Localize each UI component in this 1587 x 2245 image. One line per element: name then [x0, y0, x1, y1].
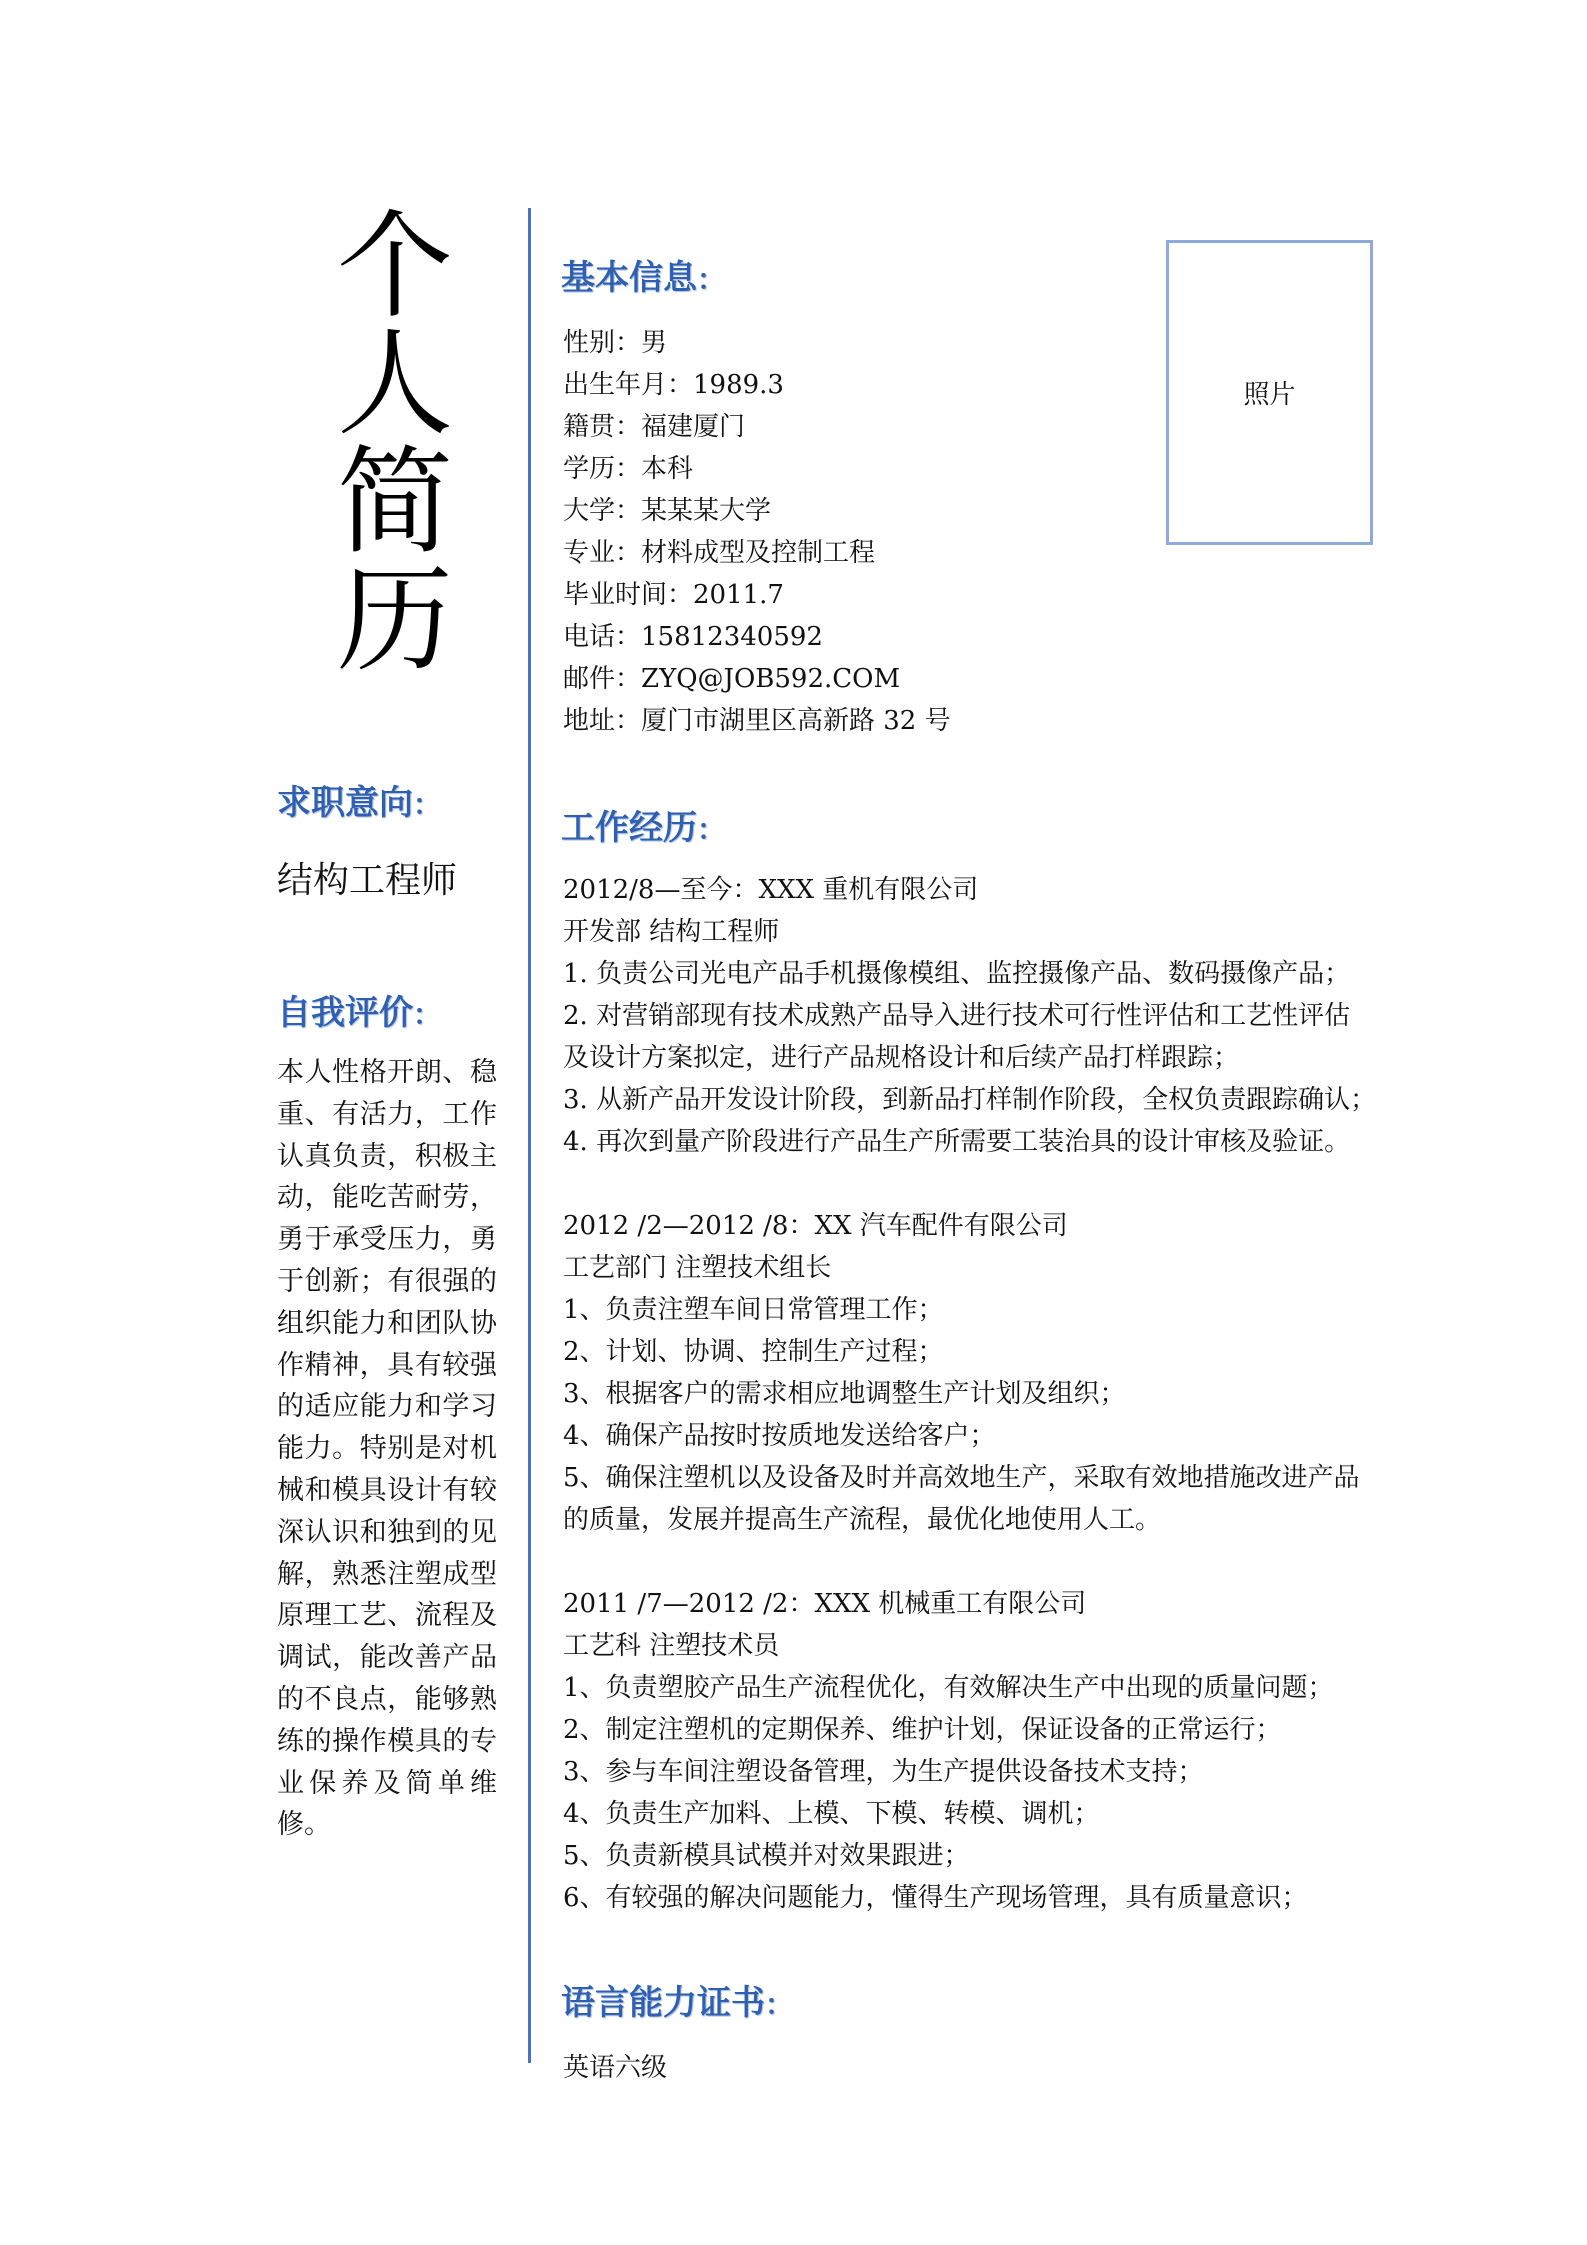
job-2-header: 2012 /2—2012 /8：XX 汽车配件有限公司 [563, 1211, 1068, 1241]
job-3-header: 2011 /7—2012 /2：XXX 机械重工有限公司 [563, 1589, 1087, 1619]
basic-info-heading [561, 250, 725, 299]
job-3-item-2: 2、制定注塑机的定期保养、维护计划，保证设备的正常运行； [563, 1715, 1282, 1745]
info-graduation: 毕业时间：2011.7 [563, 580, 784, 610]
info-email: 邮件：ZYQ@JOB592.COM [563, 664, 901, 694]
language-heading-colon: ： [765, 1988, 794, 2021]
job-3-item-1: 1、负责塑胶产品生产流程优化，有效解决生产中出现的质量问题； [563, 1673, 1334, 1703]
info-major: 专业：材料成型及控制工程 [563, 538, 876, 568]
job-2-item-3: 3、根据客户的需求相应地调整生产计划及组织； [563, 1379, 1126, 1409]
photo-label: 照片 [1243, 380, 1296, 410]
job-3-item-4: 4、负责生产加料、上模、下模、转模、调机； [563, 1799, 1100, 1829]
job-1-header: 2012/8—至今：XXX 重机有限公司 [563, 875, 979, 905]
work-heading-colon: ： [697, 813, 726, 846]
job-3-item-5: 5、负责新模具试模并对效果跟进； [563, 1841, 970, 1871]
title-char-1: 个 [337, 199, 453, 334]
info-hometown: 籍贯：福建厦门 [563, 412, 746, 442]
basic-info-heading-colon: ： [697, 263, 726, 296]
objective-heading-colon: ： [413, 788, 442, 821]
objective-value: 结构工程师 [277, 860, 458, 901]
info-education: 学历：本科 [563, 454, 694, 484]
title-char-2: 人 [337, 317, 453, 452]
job-2-item-4: 4、确保产品按时按质地发送给客户； [563, 1421, 996, 1451]
self-eval-heading-colon: ： [413, 998, 442, 1031]
self-eval-heading [277, 985, 441, 1034]
job-3-item-6: 6、有较强的解决问题能力，懂得生产现场管理，具有质量意识； [563, 1883, 1308, 1913]
work-heading-text: 工作经历 [561, 808, 697, 848]
job-1-item-2-cont: 及设计方案拟定，进行产品规格设计和后续产品打样跟踪； [563, 1043, 1240, 1073]
self-eval-heading-text: 自我评价 [277, 993, 413, 1033]
job-2-item-5: 5、确保注塑机以及设备及时并高效地生产，采取有效地措施改进产品 [563, 1463, 1360, 1493]
info-birth: 出生年月：1989.3 [563, 370, 784, 400]
language-heading-text: 语言能力证书 [561, 1983, 765, 2023]
info-address: 地址：厦门市湖里区高新路 32 号 [563, 706, 951, 736]
job-3-item-3: 3、参与车间注塑设备管理，为生产提供设备技术支持； [563, 1757, 1204, 1787]
job-2-item-1: 1、负责注塑车间日常管理工作； [563, 1295, 944, 1325]
info-phone: 电话：15812340592 [563, 622, 823, 652]
language-heading [561, 1975, 793, 2024]
objective-heading-text: 求职意向 [277, 783, 413, 823]
job-1-item-4: 4. 再次到量产阶段进行产品生产所需要工装治具的设计审核及验证。 [563, 1127, 1351, 1157]
info-university: 大学：某某某大学 [563, 496, 772, 526]
objective-heading [277, 775, 441, 824]
job-1-item-1: 1. 负责公司光电产品手机摄像模组、监控摄像产品、数码摄像产品； [563, 959, 1351, 989]
job-1-role: 开发部 结构工程师 [563, 917, 780, 947]
self-eval-text: 本人性格开朗、稳重、有活力，工作认真负责，积极主动，能吃苦耐劳，勇于承受压力，勇于创新；有很强的组织能力和团队协作精神，具有较强的适应能力和学习能力。特别是对机械和模具设计有较深认识和独到的见解，熟悉注塑成型原理工艺、流程及调试，能改善产品的不良点，能够熟练的操作模具的专业保养及简单维修。 [277, 1057, 497, 1841]
job-2-role: 工艺部门 注塑技术组长 [563, 1253, 832, 1283]
job-1-item-3: 3. 从新产品开发设计阶段，到新品打样制作阶段，全权负责跟踪确认； [563, 1085, 1377, 1115]
photo-placeholder [1166, 240, 1373, 545]
title-char-4: 历 [337, 553, 453, 688]
job-2-item-2: 2、计划、协调、控制生产过程； [563, 1337, 944, 1367]
language-value: 英语六级 [563, 2053, 668, 2083]
job-3-role: 工艺科 注塑技术员 [563, 1631, 780, 1661]
resume-title [325, 199, 465, 688]
info-gender: 性别：男 [563, 328, 668, 358]
job-2-item-5-cont: 的质量，发展并提高生产流程，最优化地使用人工。 [563, 1505, 1162, 1535]
title-char-3: 简 [337, 435, 453, 570]
work-heading [561, 800, 725, 849]
column-divider [528, 208, 531, 2063]
basic-info-heading-text: 基本信息 [561, 258, 697, 298]
job-1-item-2: 2. 对营销部现有技术成熟产品导入进行技术可行性评估和工艺性评估 [563, 1001, 1351, 1031]
